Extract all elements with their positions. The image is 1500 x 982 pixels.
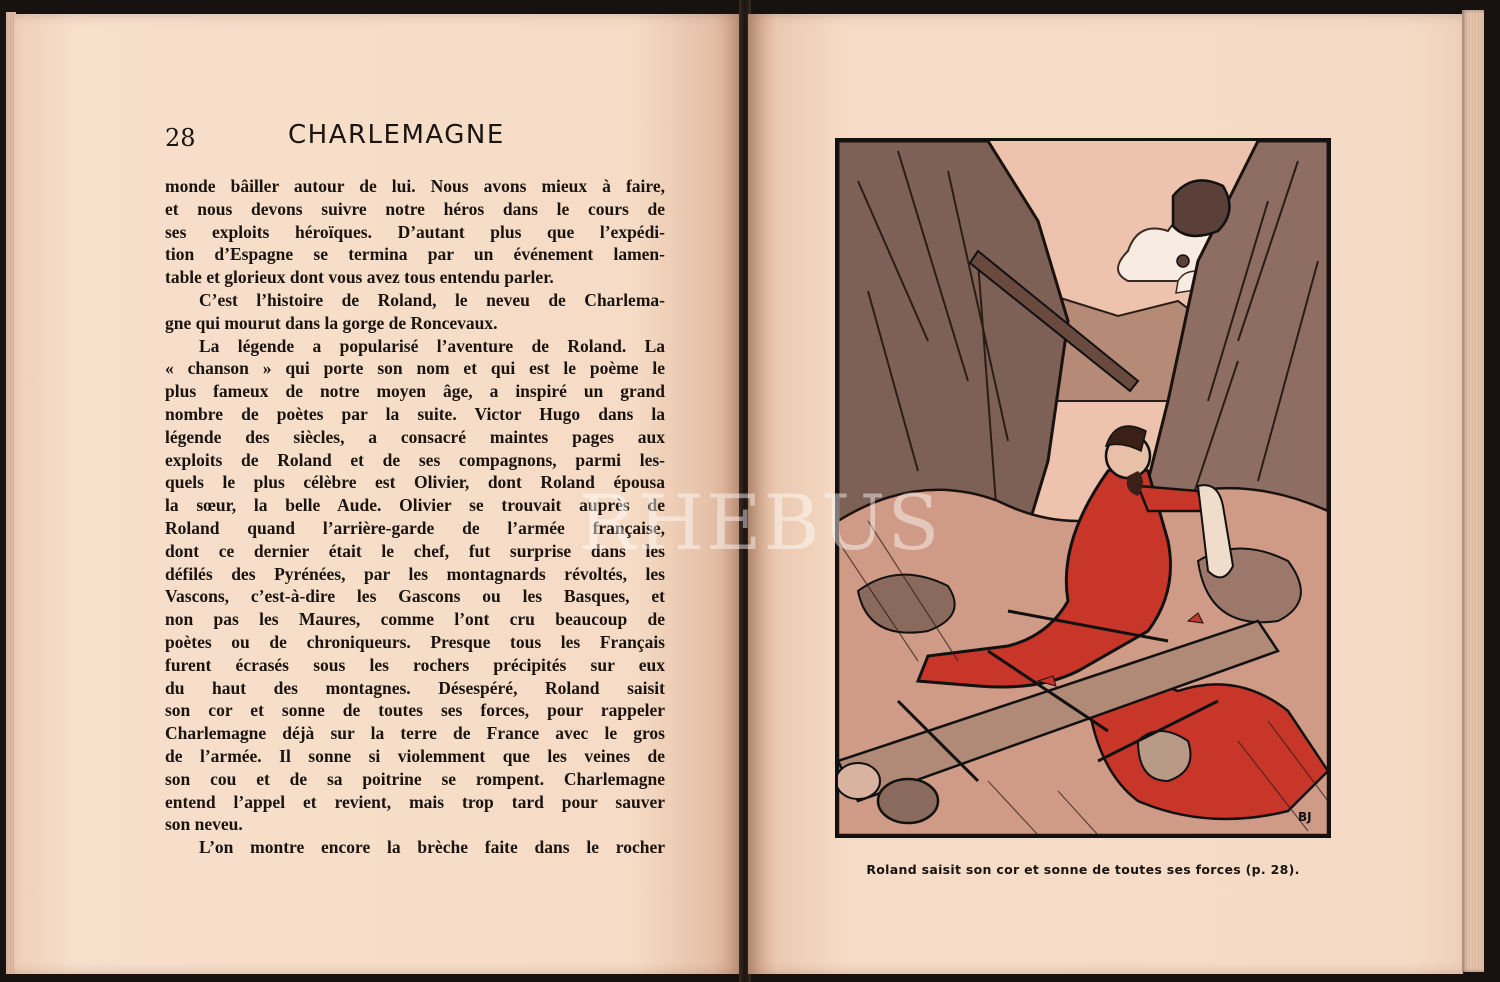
text-line: quels le plus célèbre est Olivier, dont Roland épousa [165,472,665,493]
text-line: de l’armée. Il sonne si violemment que les veines de [165,745,665,766]
text-line: défilés des Pyrénées, par les montagnards révoltés, les [165,563,665,584]
roland-illustration [835,138,1331,838]
text-line: son neveu. [165,814,243,835]
text-line: C’est l’histoire de Roland, le neveu de Charlema- [199,289,665,310]
text-line: entend l’appel et revient, mais trop tard pour sauver [165,791,665,812]
text-line: légende des siècles, a consacré maintes pages aux [165,426,665,447]
text-line: son cor et sonne de toutes ses forces, pour rappeler [165,700,665,721]
text-line: et nous devons suivre notre héros dans le cours de [165,198,665,219]
right-page-edges [1462,10,1484,972]
text-line: tion d’Espagne se termina par un événement lamen- [165,244,665,265]
text-line: Charlemagne déjà sur la terre de France avec le gros [165,723,665,744]
text-line: du haut des montagnes. Désespéré, Roland saisit [165,677,665,698]
page-number: 28 [165,124,196,152]
text-line: non pas les Maures, comme l’ont cru beaucoup de [165,609,665,630]
body-text [165,175,665,859]
text-line: « chanson » qui porte son nom et qui est le poème le [165,358,665,379]
text-line: furent écrasés sous les rochers précipités sur eux [165,654,665,675]
illustration-caption: Roland saisit son cor et sonne de toutes ses forces (p. 28). [866,862,1300,877]
page-header [165,120,685,160]
illustrator-monogram: BJ [1298,810,1312,824]
watermark: RHEBUS [578,478,942,567]
text-line: son cou et de sa poitrine se rompent. Charlemagne [165,768,665,789]
text-line: table et glorieux dont vous avez tous entendu parler. [165,267,554,288]
text-line: exploits de Roland et de ses compagnons, parmi les- [165,449,665,470]
text-line: poètes ou de chroniqueurs. Presque tous les Français [165,631,665,652]
text-line: Vascons, c’est-à-dire les Gascons ou les Basques, et [165,586,665,607]
text-line: plus fameux de notre moyen âge, a inspiré un grand [165,381,665,402]
illustration-drawing [838,141,1328,835]
text-line: Roland quand l’arrière-garde de l’armée française, [165,517,665,538]
text-line: ses exploits héroïques. D’autant plus que l’expédi- [165,221,665,242]
text-line: gne qui mourut dans la gorge de Roncevaux. [165,312,498,333]
text-line: la sœur, la belle Aude. Olivier se trouvait auprès de [165,495,665,516]
text-line: L’on montre encore la brèche faite dans le rocher [199,837,665,858]
text-line: dont ce dernier était le chef, fut surprise dans les [165,540,665,561]
text-line: nombre de poètes par la suite. Victor Hugo dans la [165,403,665,424]
text-line: La légende a popularisé l’aventure de Roland. La [199,335,665,356]
running-title: CHARLEMAGNE [288,120,505,150]
text-line: monde bâiller autour de lui. Nous avons mieux à faire, [165,176,665,196]
